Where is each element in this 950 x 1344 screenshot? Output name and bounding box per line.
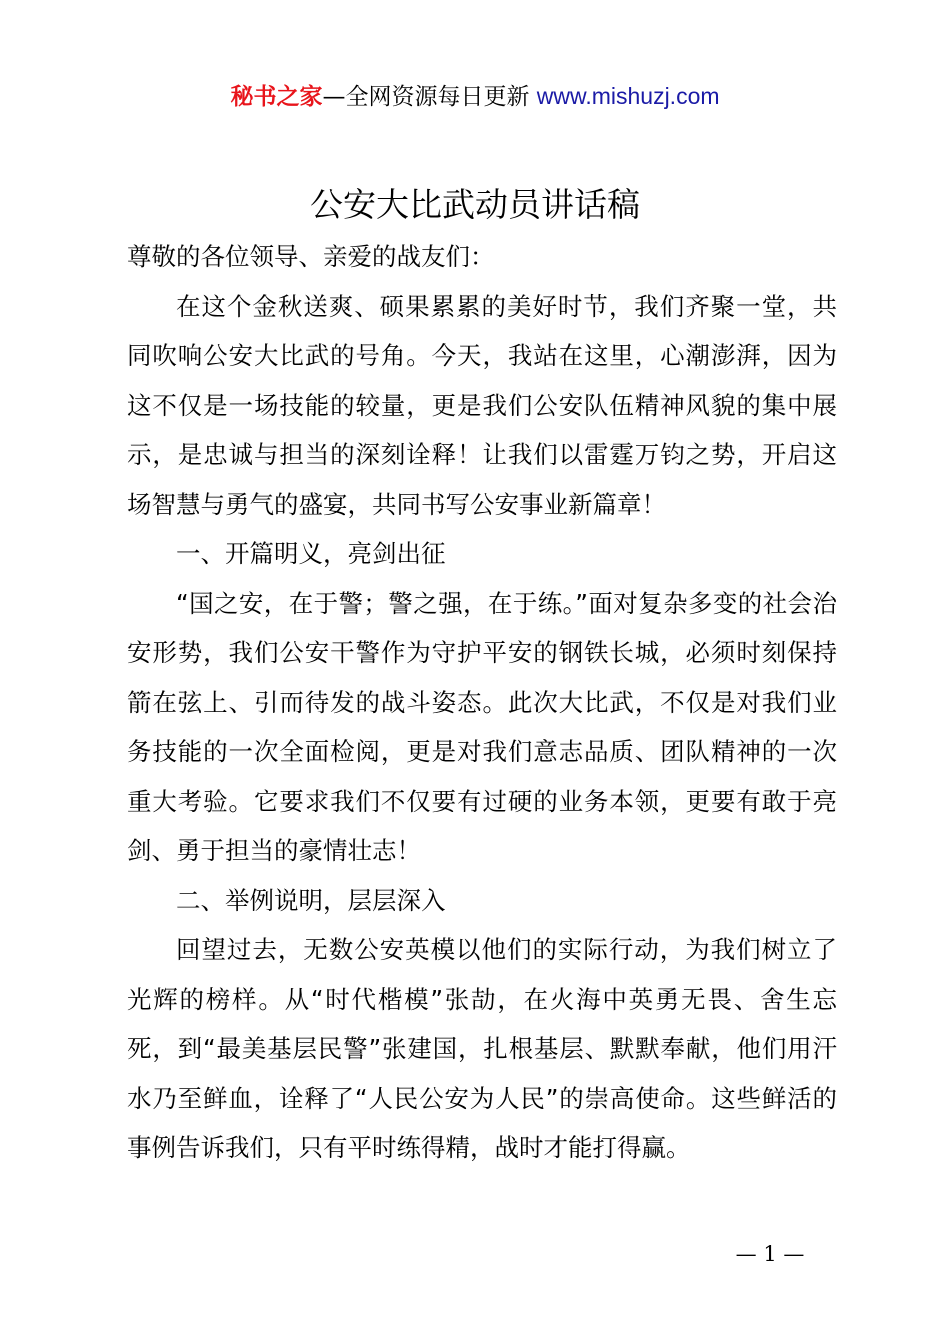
salutation: 尊敬的各位领导、亲爱的战友们： xyxy=(127,242,495,271)
site-header xyxy=(0,80,950,113)
header-tagline: —全网资源每日更新 xyxy=(322,84,537,110)
paragraph-intro: 在这个金秋送爽、硕果累累的美好时节，我们齐聚一堂，共同吹响公安大比武的号角。今天，我站在这里，心潮澎湃，因为这不仅是一场技能的较量，更是我们公安队伍精神风貌的集中展示，是忠诚与担当的深刻诠释！让我们以雷霆万钧之势，开启这场智慧与勇气的盛宴，共同书写公安事业新篇章！ xyxy=(127,291,837,519)
document-body xyxy=(127,232,837,1173)
document-title: 公安大比武动员讲话稿 xyxy=(310,185,640,224)
paragraph-section-2: 回望过去，无数公安英模以他们的实际行动，为我们树立了光辉的榜样。从“时代楷模”张劼，在火海中英勇无畏、舍生忘死，到“最美基层民警”张建国，扎根基层、默默奉献，他们用汗水乃至鲜血，诠释了“人民公安为人民”的崇高使命。这些鲜活的事例告诉我们，只有平时练得精，战时才能打得赢。 xyxy=(127,935,837,1162)
brand-name: 秘书之家 xyxy=(230,84,323,110)
section-heading-1: 一、开篇明义，亮剑出征 xyxy=(176,539,446,568)
site-url-link[interactable]: www.mishuzj.com xyxy=(536,83,720,109)
page-number: — 1 — xyxy=(735,1242,805,1266)
section-heading-2: 二、举例说明，层层深入 xyxy=(176,885,446,915)
paragraph-section-1: “国之安，在于警；警之强，在于练。”面对复杂多变的社会治安形势，我们公安干警作为守护平安的钢铁长城，必须时刻保持箭在弦上、引而待发的战斗姿态。此次大比武，不仅是对我们业务技能的一次全面检阅，更是对我们意志品质、团队精神的一次重大考验。它要求我们不仅要有过硬的业务本领，更要有敢于亮剑、勇于担当的豪情壮志！ xyxy=(127,588,837,865)
